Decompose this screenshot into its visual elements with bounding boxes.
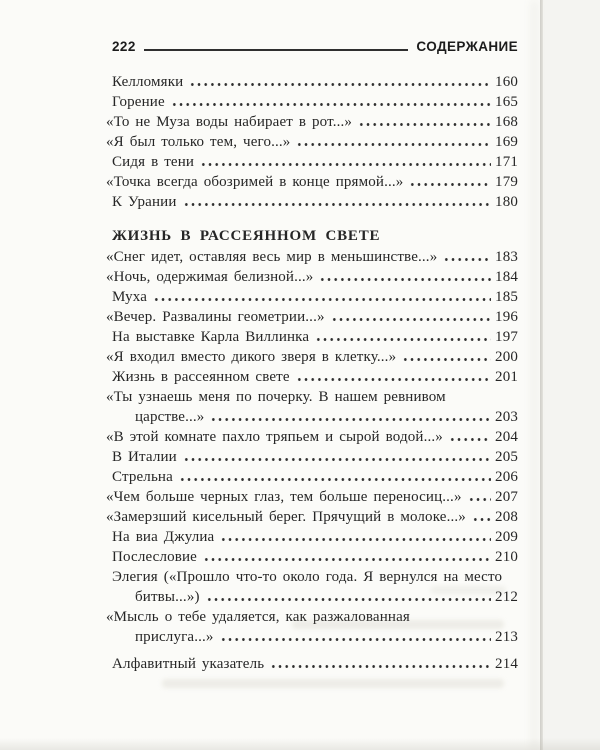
entry-page-number: 168 [495,114,518,130]
entry-page-number: 169 [495,134,518,150]
entry-title: На виа Джулиа [112,529,215,545]
folio-page-number: 222 [112,39,136,54]
entry-title: «То не Муза воды набирает в рот...» [106,114,353,130]
dot-leader [183,458,491,461]
dot-leader [468,498,491,501]
toc-entry [112,152,518,172]
dot-leader [220,638,491,641]
entry-title: «Чем больше черных глаз, тем больше переносиц...» [106,489,462,505]
dot-leader [220,538,491,541]
entry-page-number: 171 [495,154,518,170]
toc-entry-row [106,112,518,132]
toc-entry-row [106,347,518,367]
dot-leader [203,558,491,561]
page-content [106,39,518,674]
dot-leader [319,278,491,281]
entry-title: битвы...») [135,589,200,605]
toc-entry-row [112,407,518,427]
dot-leader [189,83,491,86]
toc-entry [106,132,518,152]
running-head [112,39,518,55]
entry-title: «В этой комнате пахло тряпьем и сырой водой...» [106,429,443,445]
toc-entry [112,547,518,567]
toc-entry [112,467,518,487]
toc-entry-row [112,367,518,387]
entry-page-number: 206 [495,469,518,485]
dot-leader [183,203,492,206]
toc-entry [106,487,518,507]
entry-page-number: 196 [495,309,518,325]
entry-title: «Вечер. Развалины геометрии...» [106,309,325,325]
entry-page-number: 203 [495,409,518,425]
entry-title: Жизнь в рассеянном свете [112,369,290,385]
toc-entry [112,327,518,347]
entry-title: Келломяки [112,74,184,90]
toc-entry [106,507,518,527]
entry-title: Элегия («Прошло что-то около года. Я вернулся на место [112,569,503,585]
section-heading: ЖИЗНЬ В РАССЕЯННОМ СВЕТЕ [112,228,381,244]
toc-entry [106,172,518,192]
ink-bleed-artifact [430,586,506,594]
dot-leader [296,143,491,146]
toc-entry-row [112,567,518,587]
dot-leader [409,183,491,186]
toc-entry-row [106,387,518,407]
dot-leader [206,598,491,601]
entry-page-number: 214 [495,656,518,672]
entry-title: Алфавитный указатель [112,656,265,672]
entry-page-number: 207 [495,489,518,505]
toc-entry-row [112,447,518,467]
entry-title: В Италии [112,449,177,465]
scanned-page-edge [540,0,543,750]
toc-entry-row [112,467,518,487]
entry-title: На выставке Карла Виллинка [112,329,310,345]
entry-page-number: 213 [495,629,518,645]
dot-leader [171,103,491,106]
entry-page-number: 201 [495,369,518,385]
toc-entry-row [106,307,518,327]
dot-leader [443,258,491,261]
entry-page-number: 180 [495,194,518,210]
toc-entry-row [112,627,518,647]
entry-title: «Точка всегда обозримей в конце прямой...» [106,174,404,190]
toc-entry [112,287,518,307]
entry-title: «Снег идет, оставляя весь мир в меньшинстве...» [106,249,438,265]
toc-entry [112,92,518,112]
entry-page-number: 200 [495,349,518,365]
dot-leader [358,123,491,126]
toc-entry [106,427,518,447]
entry-title: Муха [112,289,148,305]
toc-entry-row [106,172,518,192]
toc-entry [112,447,518,467]
entry-title: Стрельна [112,469,173,485]
entry-title: К Урании [112,194,177,210]
ink-bleed-artifact [162,679,504,688]
table-of-contents [106,72,518,674]
entry-title: «Ты узнаешь меня по почерку. В нашем ревнивом [106,389,446,405]
entry-title: «Я был только тем, чего...» [106,134,291,150]
entry-page-number: 204 [495,429,518,445]
running-head-title: СОДЕРЖАНИЕ [416,39,518,54]
entry-page-number: 185 [495,289,518,305]
entry-page-number: 212 [495,589,518,605]
scan-background-band [543,0,600,750]
dot-leader [315,338,491,341]
entry-page-number: 208 [495,509,518,525]
toc-entry-row [112,287,518,307]
toc-entry-row [106,487,518,507]
entry-title: царстве...» [135,409,205,425]
toc-entry [106,247,518,267]
toc-section [106,72,518,212]
entry-title: прислуга...» [135,629,214,645]
dot-leader [472,518,491,521]
dot-leader [179,478,491,481]
entry-page-number: 179 [495,174,518,190]
toc-entry [106,347,518,367]
toc-entry-row [112,527,518,547]
toc-entry [106,387,518,427]
dot-leader [449,438,491,441]
toc-entry-row [112,327,518,347]
toc-entry [106,307,518,327]
entry-title: Горение [112,94,165,110]
entry-title: Послесловие [112,549,197,565]
entry-page-number: 205 [495,449,518,465]
dot-leader [402,358,491,361]
entry-title: «Ночь, одержимая белизной...» [106,269,314,285]
toc-entry [112,192,518,212]
toc-entry-row [112,92,518,112]
toc-entry-row [112,72,518,92]
entry-page-number: 184 [495,269,518,285]
dot-leader [270,665,491,668]
ink-bleed-artifact [292,620,504,629]
toc-entry [106,112,518,132]
toc-section [106,226,518,647]
toc-entry-row [106,247,518,267]
toc-entry-row [112,152,518,172]
toc-entry-row [106,507,518,527]
dot-leader [210,418,491,421]
toc-entry [106,267,518,287]
toc-entry-row [106,132,518,152]
dot-leader [331,318,491,321]
dot-leader [296,378,491,381]
entry-title: «Замерзший кисельный берег. Прячущий в молоке...» [106,509,466,525]
toc-entry-row [106,267,518,287]
entry-title: «Я входил вместо дикого зверя в клетку...» [106,349,397,365]
dot-leader [200,163,491,166]
running-head-rule [144,49,409,51]
entry-page-number: 209 [495,529,518,545]
entry-page-number: 160 [495,74,518,90]
toc-entry [112,72,518,92]
entry-page-number: 197 [495,329,518,345]
scan-bottom-shadow [0,738,600,750]
toc-entry [112,527,518,547]
entry-page-number: 183 [495,249,518,265]
toc-entry-row [112,547,518,567]
entry-page-number: 165 [495,94,518,110]
toc-entry [112,367,518,387]
dot-leader [153,298,491,301]
toc-entry-row [112,192,518,212]
entry-title: Сидя в тени [112,154,195,170]
entry-title: «Мысль о тебе удаляется, как разжалованная [106,609,410,625]
toc-entry-row [106,427,518,447]
toc-entry-row [112,654,518,674]
entry-page-number: 210 [495,549,518,565]
toc-entry [112,654,518,674]
